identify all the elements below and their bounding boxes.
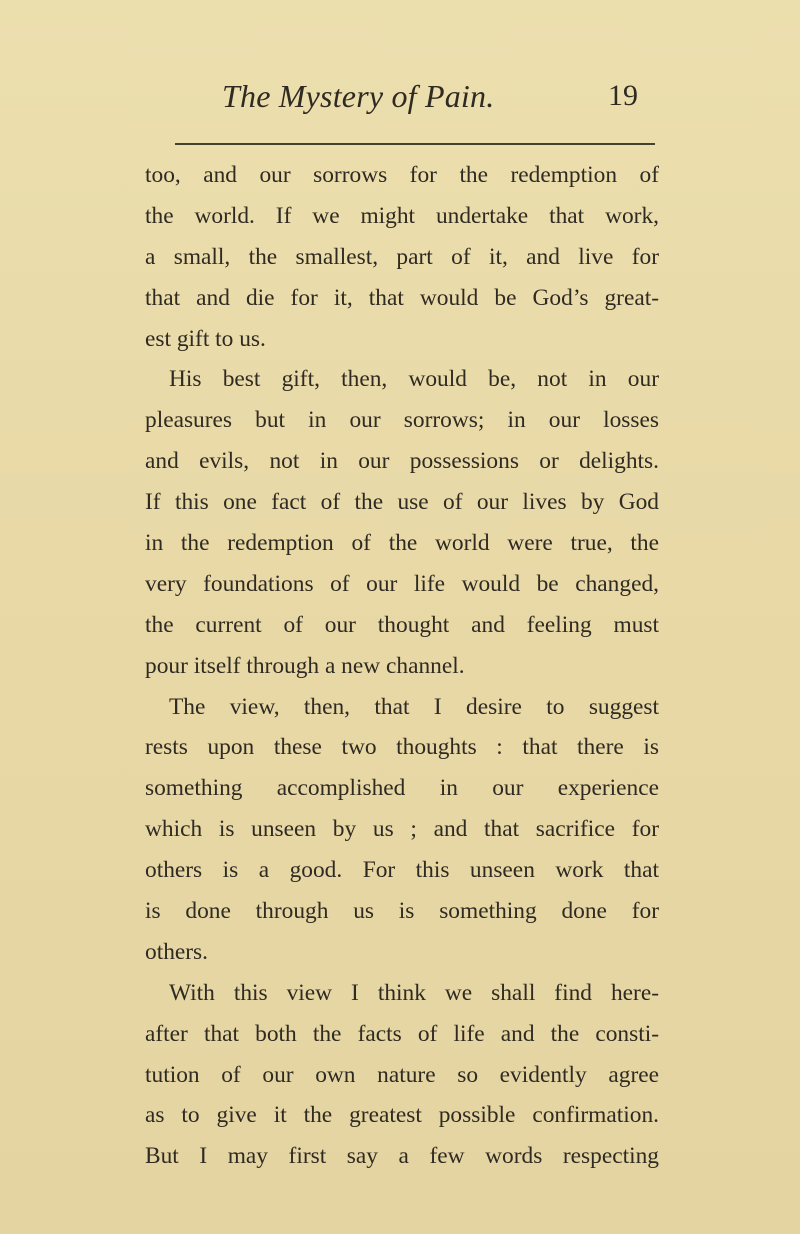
text-line: If this one fact of the use of our lives by God: [145, 489, 659, 516]
text-line: that and die for it, that would be God’s great-: [145, 284, 659, 311]
text-line: the world. If we might undertake that work,: [145, 202, 659, 229]
body-text: [145, 155, 659, 1177]
text-line: as to give it the greatest possible confirmation.: [145, 1102, 659, 1129]
text-line: others is a good. For this unseen work that: [145, 857, 659, 884]
text-line: after that both the facts of life and the consti-: [145, 1020, 659, 1047]
text-line: With this view I think we shall find here-: [169, 979, 659, 1006]
text-line: pleasures but in our sorrows; in our losses: [145, 407, 659, 434]
text-line: But I may first say a few words respecting: [145, 1143, 659, 1170]
text-line: very foundations of our life would be changed,: [145, 570, 659, 597]
text-line: and evils, not in our possessions or delights.: [145, 448, 659, 475]
text-line: the current of our thought and feeling must: [145, 611, 659, 638]
text-line: which is unseen by us ; and that sacrifice for: [145, 816, 659, 843]
header-rule: [175, 143, 655, 145]
running-title: The Mystery of Pain.: [222, 78, 495, 114]
text-line: others.: [145, 938, 209, 965]
text-line: too, and our sorrows for the redemption of: [145, 162, 659, 188]
text-line: is done through us is something done for: [145, 898, 659, 925]
text-line: something accomplished in our experience: [145, 775, 659, 802]
text-line: in the redemption of the world were true, the: [145, 530, 659, 557]
text-line: The view, then, that I desire to suggest: [169, 693, 659, 720]
text-line: est gift to us.: [145, 325, 266, 352]
text-line: tution of our own nature so evidently agree: [145, 1061, 659, 1088]
page-number: 19: [608, 79, 638, 112]
text-line: pour itself through a new channel.: [145, 652, 465, 679]
text-line: a small, the smallest, part of it, and live for: [145, 243, 659, 270]
text-line: His best gift, then, would be, not in our: [169, 366, 659, 393]
text-line: rests upon these two thoughts : that there is: [145, 734, 659, 761]
page-header: [0, 78, 800, 128]
